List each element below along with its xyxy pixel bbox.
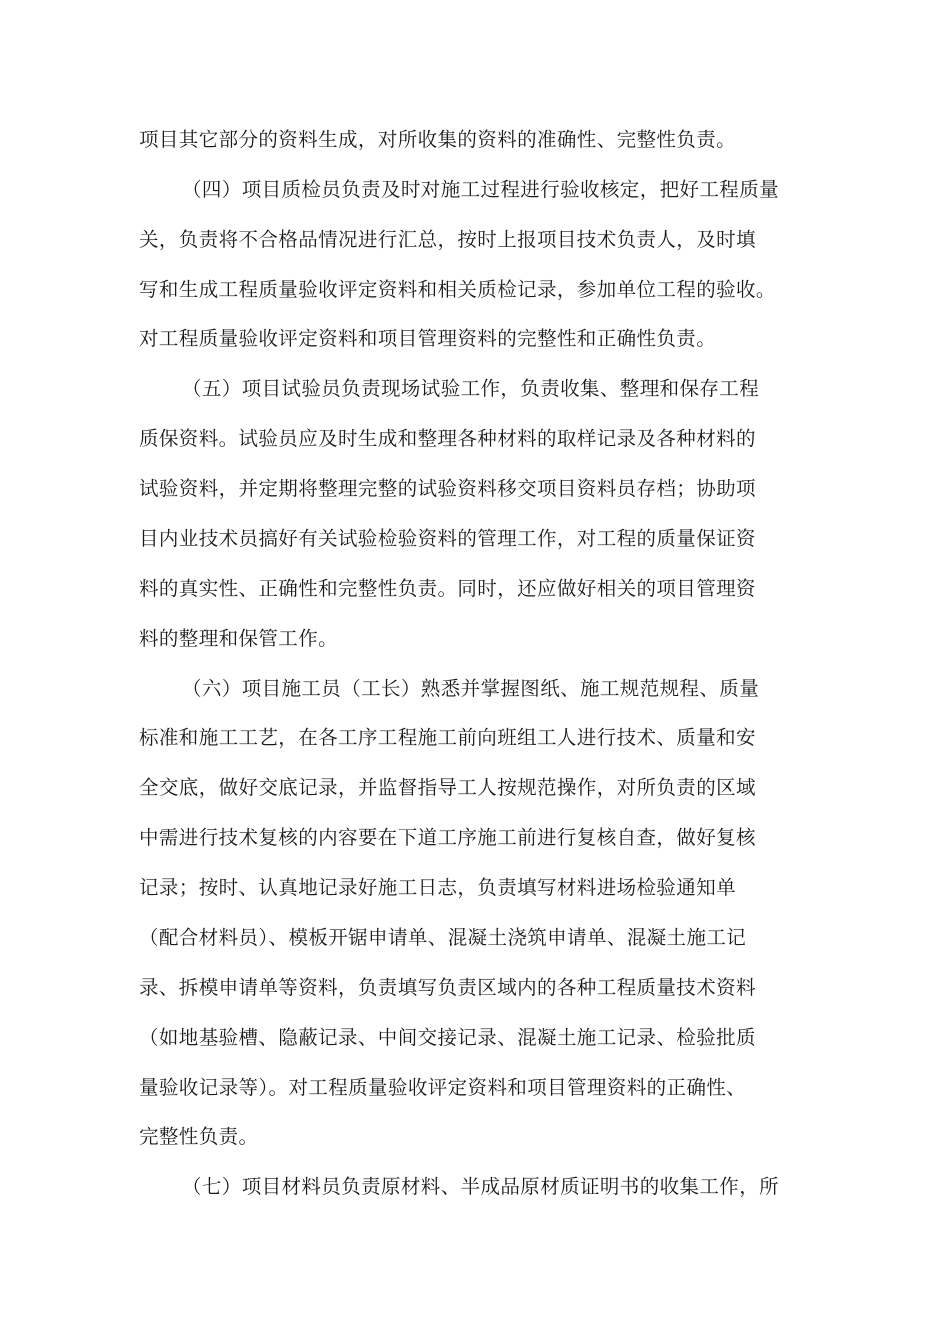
text-line: 试验资料，并定期将整理完整的试验资料移交项目资料员存档；协助项 [139,477,756,500]
text-line: 完整性负责。 [139,1125,259,1148]
text-line: 关，负责将不合格品情况进行汇总，按时上报项目技术负责人，及时填 [139,228,756,251]
text-line: （六）项目施工员（工长）熟悉并掌握图纸、施工规范规程、质量 [182,677,760,700]
text-line: 料的真实性、正确性和完整性负责。同时，还应做好相关的项目管理资 [139,577,756,600]
text-line: 写和生成工程质量验收评定资料和相关质检记录，参加单位工程的验收。 [139,278,776,301]
text-line: 全交底，做好交底记录，并监督指导工人按规范操作，对所负责的区域 [139,776,756,799]
text-line: 项目其它部分的资料生成，对所收集的资料的准确性、完整性负责。 [139,128,737,151]
text-line: 料的整理和保管工作。 [139,627,339,650]
text-line: 记录；按时、认真地记录好施工日志，负责填写材料进场检验通知单 [139,876,737,899]
text-line: （如地基验槽、隐蔽记录、中间交接记录、混凝土施工记录、检验批质 [139,1026,756,1049]
text-line: 中需进行技术复核的内容要在下道工序施工前进行复核自查，做好复核 [139,826,756,849]
text-line: （四）项目质检员负责及时对施工过程进行验收核定，把好工程质量 [182,178,780,201]
text-line: 对工程质量验收评定资料和项目管理资料的完整性和正确性负责。 [139,327,717,350]
text-line: （五）项目试验员负责现场试验工作，负责收集、整理和保存工程 [182,377,760,400]
text-line: 目内业技术员搞好有关试验检验资料的管理工作，对工程的质量保证资 [139,527,756,550]
text-line: 质保资料。试验员应及时生成和整理各种材料的取样记录及各种材料的 [139,427,756,450]
text-line: 录、拆模申请单等资料，负责填写负责区域内的各种工程质量技术资料 [139,976,756,999]
text-line: （配合材料员）、模板开锯申请单、混凝土浇筑申请单、混凝土施工记 [139,926,747,949]
text-line: 量验收记录等）。对工程质量验收评定资料和项目管理资料的正确性、 [139,1076,747,1099]
text-line: （七）项目材料员负责原材料、半成品原材质证明书的收集工作，所 [182,1175,780,1198]
text-line: 标准和施工工艺，在各工序工程施工前向班组工人进行技术、质量和安 [139,726,756,749]
